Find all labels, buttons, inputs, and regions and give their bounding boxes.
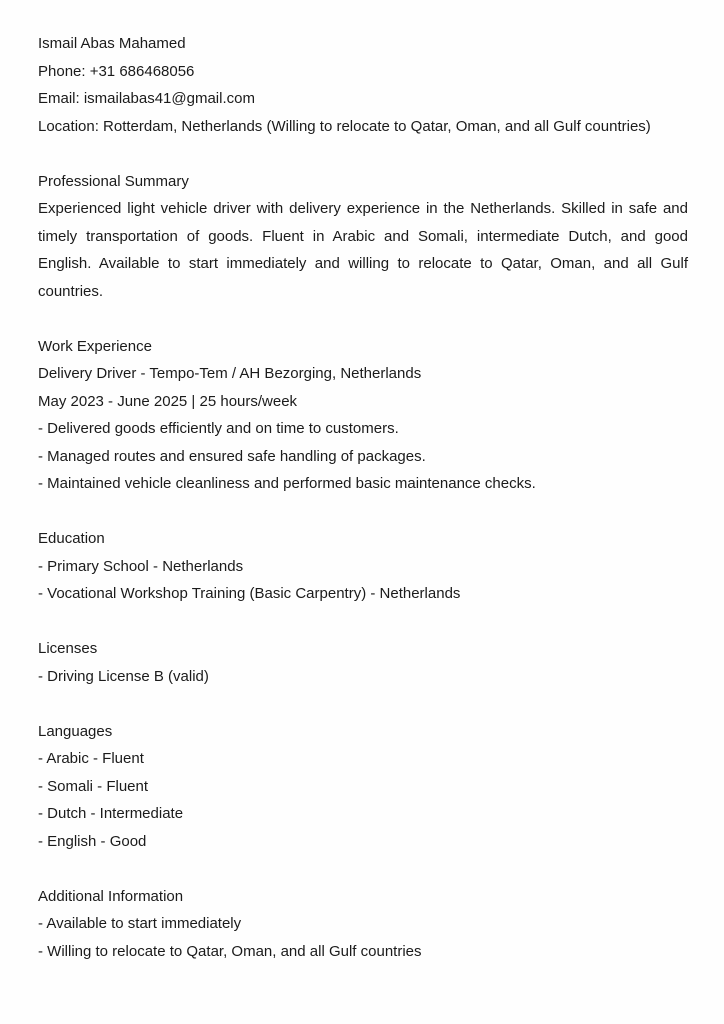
resume-line: - Managed routes and ensured safe handling of packages. xyxy=(38,447,426,465)
resume-line: - Primary School - Netherlands xyxy=(38,557,244,575)
resume-line: - Vocational Workshop Training (Basic Carpentry) - Netherlands xyxy=(38,585,461,602)
resume-line: - Available to start immediately xyxy=(38,915,242,932)
resume-section xyxy=(38,333,688,498)
resume-section xyxy=(38,635,688,690)
resume-line: - Arabic - Fluent xyxy=(38,750,144,767)
resume-section xyxy=(38,525,688,608)
resume-section xyxy=(38,168,688,306)
resume-sections xyxy=(38,168,688,966)
resume-line: Delivery Driver - Tempo-Tem / AH Bezorging, Netherlands xyxy=(38,365,422,382)
resume-line: - Dutch - Intermediate xyxy=(38,805,184,822)
section-title: Professional Summary xyxy=(38,172,189,190)
person-name: Ismail Abas Mahamed xyxy=(38,35,186,52)
email-line: Email: ismailabas41@gmail.com xyxy=(38,90,255,107)
location-line: Location: Rotterdam, Netherlands (Willing to relocate to Qatar, Oman, and all Gulf countries) xyxy=(38,117,651,135)
section-title: Licenses xyxy=(38,640,98,657)
section-paragraph: Experienced light vehicle driver with delivery experience in the Netherlands. Skilled in safe and timely transportation of goods. Fluent in Arabic and Somali, intermediate Dutch, and good English. Available to start immediately and willing to relocate to Qatar, Oman, and all Gulf countries. xyxy=(38,200,688,300)
phone-line: Phone: +31 686468056 xyxy=(38,62,195,80)
resume-section xyxy=(38,718,688,856)
resume-line: - Somali - Fluent xyxy=(38,777,149,795)
section-title: Additional Information xyxy=(38,887,184,905)
section-title: Languages xyxy=(38,722,113,740)
resume-line: - English - Good xyxy=(38,832,147,850)
resume-line: May 2023 - June 2025 | 25 hours/week xyxy=(38,392,298,410)
resume-line: - Maintained vehicle cleanliness and performed basic maintenance checks. xyxy=(38,475,536,492)
section-title: Work Experience xyxy=(38,337,152,355)
section-title: Education xyxy=(38,530,105,547)
resume-line: - Delivered goods efficiently and on time to customers. xyxy=(38,420,399,437)
resume-section xyxy=(38,883,688,966)
contact-block xyxy=(38,30,688,140)
resume-line: - Driving License B (valid) xyxy=(38,667,209,685)
resume-line: - Willing to relocate to Qatar, Oman, and all Gulf countries xyxy=(38,942,422,960)
